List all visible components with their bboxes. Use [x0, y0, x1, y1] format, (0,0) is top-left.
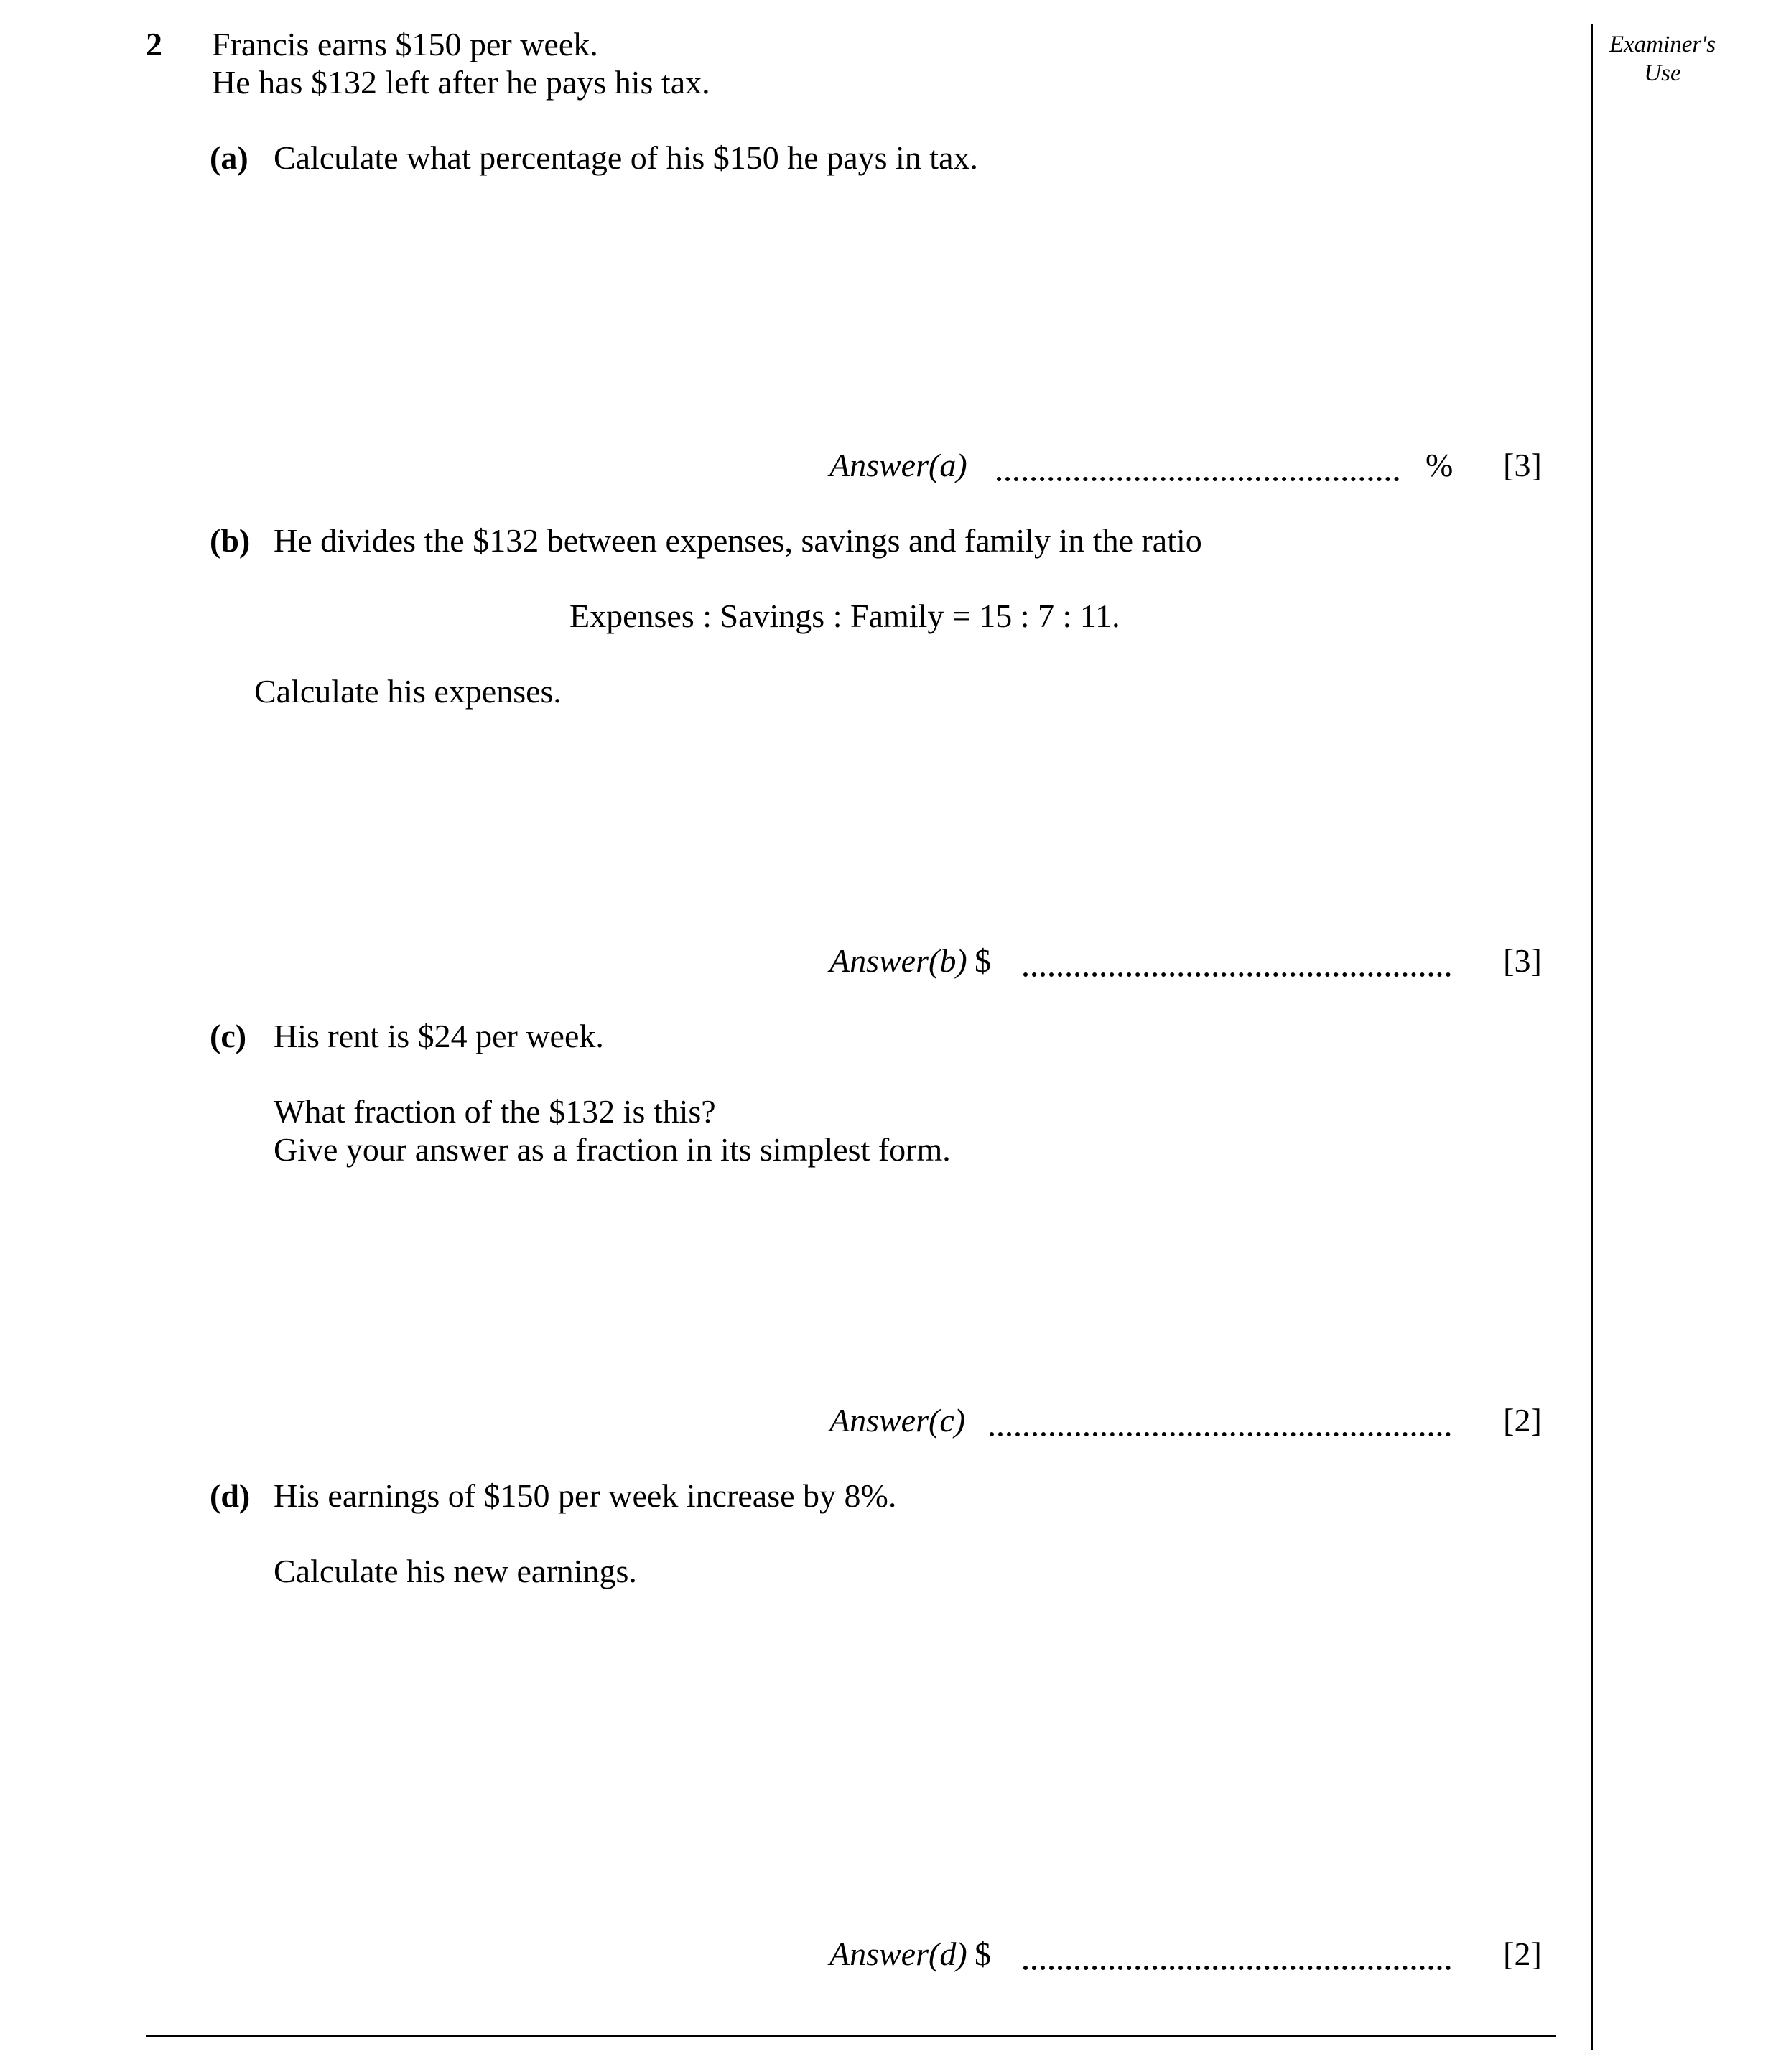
- question-number: 2: [146, 26, 162, 62]
- part-b-answer-label: Answer(b): [829, 942, 967, 979]
- part-c-answer-label: Answer(c): [829, 1402, 966, 1439]
- part-b-answer-line[interactable]: [1023, 972, 1451, 977]
- part-c-question: His rent is $24 per week.: [274, 1018, 604, 1054]
- examiner-use-label-line1: Examiner's: [1609, 32, 1716, 57]
- part-d-instruction: Calculate his new earnings.: [274, 1553, 637, 1589]
- part-d-question: His earnings of $150 per week increase by 8%.: [274, 1477, 897, 1514]
- part-a-answer-line[interactable]: [997, 477, 1399, 481]
- part-a-marks: [3]: [1503, 447, 1542, 483]
- part-c-answer-line[interactable]: [990, 1432, 1451, 1436]
- part-c-label: (c): [210, 1018, 247, 1054]
- part-c-question-line2: Give your answer as a fraction in its simplest form.: [274, 1131, 951, 1168]
- part-d-answer-label: Answer(d): [829, 1936, 967, 1972]
- part-d-marks: [2]: [1503, 1936, 1542, 1972]
- question-intro-line1: Francis earns $150 per week.: [212, 26, 598, 62]
- part-a-unit: %: [1426, 447, 1454, 483]
- part-a-label: (a): [210, 139, 248, 176]
- part-c-marks: [2]: [1503, 1402, 1542, 1439]
- part-b-currency: $: [975, 942, 991, 979]
- part-d-label: (d): [210, 1477, 251, 1514]
- examiner-column-rule: [1591, 24, 1593, 2050]
- examiner-use-label-line2: Use: [1644, 60, 1681, 86]
- part-a-answer-label: Answer(a): [829, 447, 967, 483]
- part-b-marks: [3]: [1503, 942, 1542, 979]
- question-intro-line2: He has $132 left after he pays his tax.: [212, 64, 710, 101]
- part-b-question: He divides the $132 between expenses, savings and family in the ratio: [274, 522, 1202, 559]
- bottom-rule: [146, 2035, 1556, 2037]
- part-c-question-line1: What fraction of the $132 is this?: [274, 1093, 716, 1130]
- part-b-ratio: Expenses : Savings : Family = 15 : 7 : 11.: [569, 598, 1120, 634]
- part-a-question: Calculate what percentage of his $150 he pays in tax.: [274, 139, 979, 176]
- part-d-currency: $: [975, 1936, 991, 1972]
- part-d-answer-line[interactable]: [1023, 1966, 1451, 1970]
- part-b-label: (b): [210, 522, 251, 559]
- part-b-instruction: Calculate his expenses.: [254, 673, 562, 710]
